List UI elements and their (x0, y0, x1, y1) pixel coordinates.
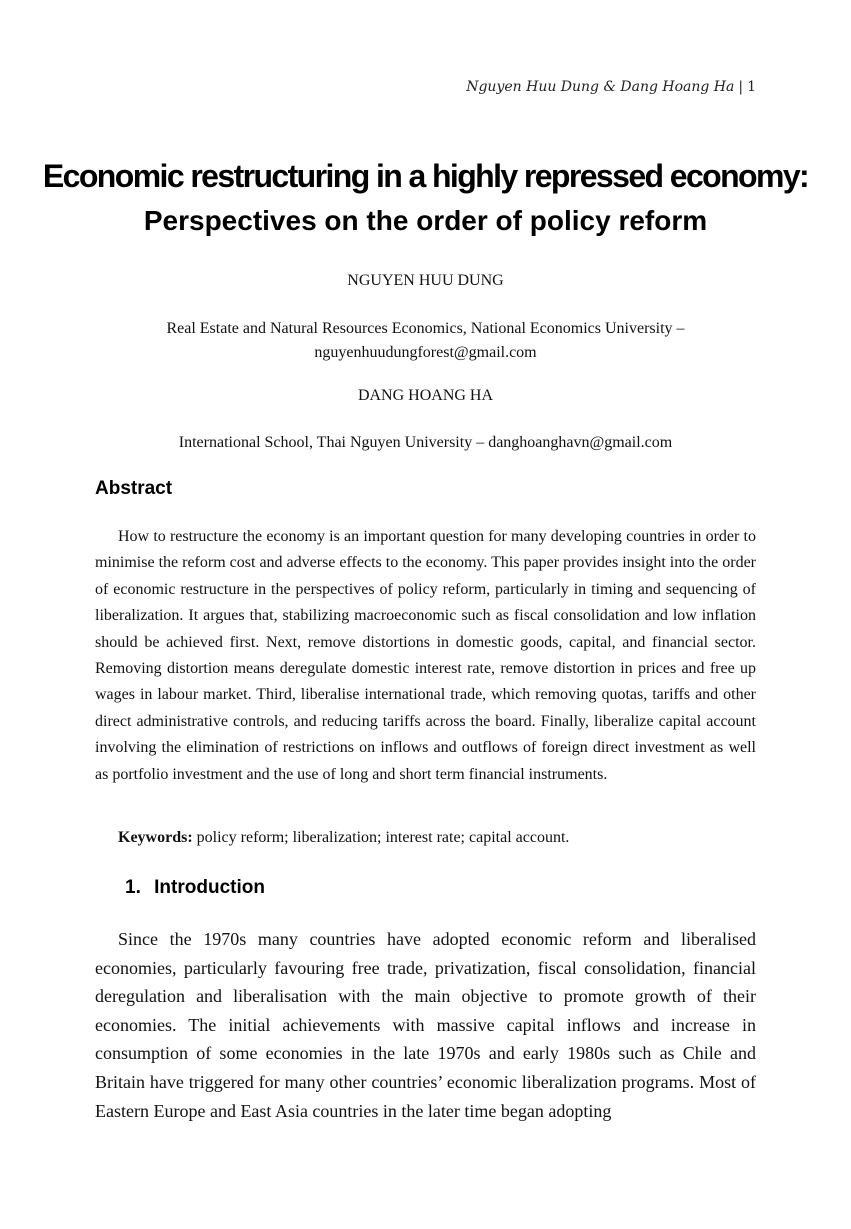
author-affiliation-1-line1: Real Estate and Natural Resources Economics, National Economics University – (166, 320, 685, 337)
author-affiliation-1-line2: nguyenhuudungforest@gmail.com (314, 344, 537, 361)
running-header-separator: | (738, 79, 744, 95)
paper-title-line2: Perspectives on the order of policy reform (143, 205, 708, 236)
paper-title-line1: Economic restructuring in a highly repressed economy: (42, 158, 809, 194)
abstract-text: How to restructure the economy is an important question for many developing countries in order to minimise the reform cost and adverse effects to the economy. This paper provides insight into the order of economic restructure in the perspectives of policy reform, particularly in timing and sequencing of liberalization. It argues that, stabilizing macroeconomic such as fiscal consolidation and low inflation should be achieved first. Next, remove distortions in domestic goods, capital, and financial sector. Removing distortion means deregulate domestic interest rate, remove distortion in prices and free up wages in labour market. Third, liberalise international trade, which removing quotas, tariffs and other direct administrative controls, and reducing tariffs across the board. Finally, liberalize capital account involving the elimination of restrictions on inflows and outflows of foreign direct investment as well as portfolio investment and the use of long and short term financial instruments. (95, 528, 756, 783)
section-title: Introduction (154, 877, 265, 898)
author-name-2: DANG HOANG HA (357, 387, 494, 404)
keywords-list: policy reform; liberalization; interest rate; capital account. (196, 829, 570, 846)
running-header-authors: Nguyen Huu Dung & Dang Hoang Ha (466, 79, 735, 95)
introduction-text: Since the 1970s many countries have adopted economic reform and liberalised economies, particularly favouring free trade, privatization, fiscal consolidation, financial deregulation and liberalisation with the main objective to promote growth of their economies. The initial achievements with massive capital inflows and increase in consumption of some economies in the late 1970s and early 1980s such as Chile and Britain have triggered for many other countries’ economic liberalization programs. Most of Eastern Europe and East Asia countries in the later time began adopting (95, 929, 756, 1121)
abstract-heading: Abstract (95, 478, 173, 499)
author-name-1: NGUYEN HUU DUNG (347, 272, 504, 289)
page-number: 1 (747, 79, 756, 95)
introduction-heading (125, 877, 265, 899)
keywords-label: Keywords: (118, 829, 193, 846)
keywords (118, 829, 569, 847)
author-affiliation-2: International School, Thai Nguyen University – danghoanghavn@gmail.com (178, 434, 673, 451)
section-number: 1. (125, 877, 141, 898)
running-header (466, 79, 756, 95)
